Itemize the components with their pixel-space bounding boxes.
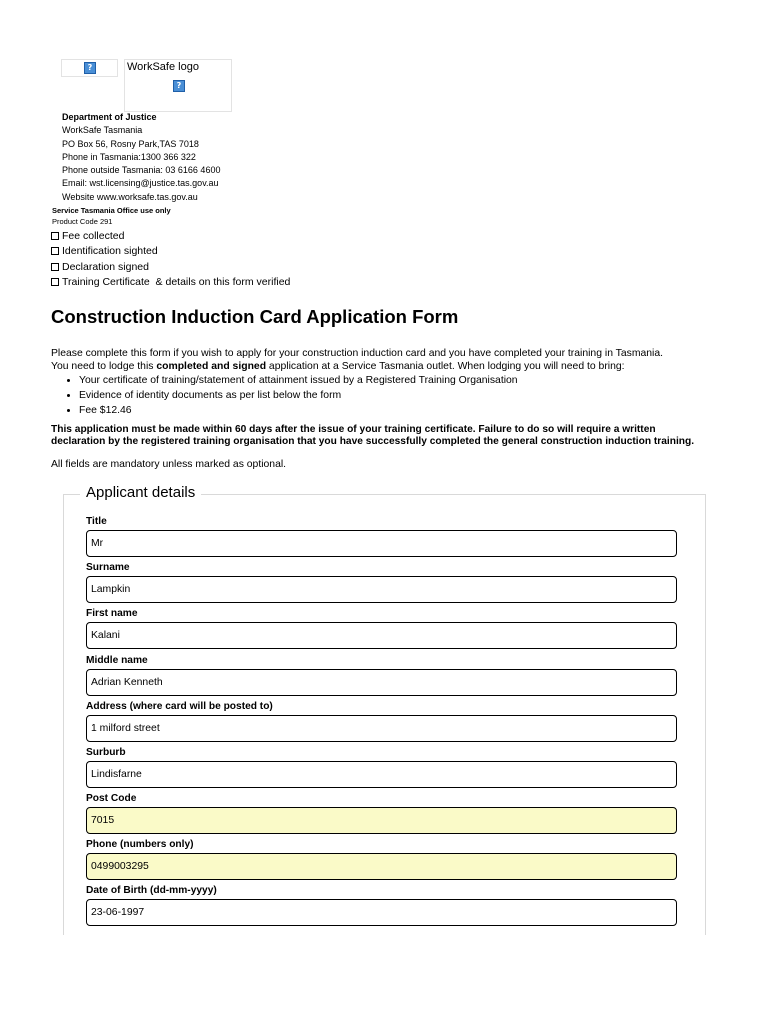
first-name-input[interactable]: Kalani <box>86 622 677 649</box>
post-code-input[interactable]: 7015 <box>86 807 677 834</box>
email-line: Email: wst.licensing@justice.tas.gov.au <box>62 178 219 189</box>
department-address-block <box>62 111 220 204</box>
intro-line <box>51 360 711 373</box>
intro-text-segment: You need to lodge this <box>51 361 157 372</box>
title-label: Title <box>86 516 107 527</box>
checkbox-icon[interactable] <box>51 232 59 240</box>
address-line: PO Box 56, Rosny Park,TAS 7018 <box>62 138 199 149</box>
check-label: Declaration signed <box>62 260 149 273</box>
phone-in-tasmania: Phone in Tasmania:1300 366 322 <box>62 151 196 162</box>
office-use-block <box>52 205 171 227</box>
middle-name-input[interactable]: Adrian Kenneth <box>86 669 677 696</box>
phone-input[interactable]: 0499003295 <box>86 853 677 880</box>
intro-text-segment: application at a Service Tasmania outlet. When lodging you will need to bring: <box>266 361 625 372</box>
office-use-checklist <box>51 228 290 290</box>
checkbox-icon[interactable] <box>51 247 59 255</box>
deadline-warning: This application must be made within 60 days after the issue of your training certificate. Failure to do so will require a written declaration by the registered training organisation that you have successfully completed the general construction induction training. <box>51 424 695 447</box>
bring-list <box>51 373 711 418</box>
intro-bold-segment: completed and signed <box>156 361 267 372</box>
check-identification-sighted[interactable] <box>51 244 290 260</box>
mandatory-note: All fields are mandatory unless marked as optional. <box>51 459 287 470</box>
check-training-certificate-verified[interactable] <box>51 275 290 291</box>
intro-text <box>51 347 711 418</box>
phone-label: Phone (numbers only) <box>86 839 194 850</box>
intro-line: Please complete this form if you wish to apply for your construction induction card and you have completed your training in Tasmania. <box>51 348 664 359</box>
logo-alt-text: WorkSafe logo <box>127 61 199 73</box>
website-line: Website www.worksafe.tas.gov.au <box>62 191 198 202</box>
broken-image-icon: ? <box>84 62 96 74</box>
worksafe-logo-placeholder <box>124 59 232 112</box>
address-input[interactable]: 1 milford street <box>86 715 677 742</box>
broken-image-icon: ? <box>173 80 185 92</box>
address-line: WorkSafe Tasmania <box>62 125 143 136</box>
post-code-label: Post Code <box>86 793 137 804</box>
title-input[interactable]: Mr <box>86 530 677 557</box>
check-label: Identification sighted <box>62 245 158 258</box>
address-label: Address (where card will be posted to) <box>86 701 273 712</box>
date-of-birth-label: Date of Birth (dd-mm-yyyy) <box>86 885 217 896</box>
middle-name-label: Middle name <box>86 655 148 666</box>
date-of-birth-input[interactable]: 23-06-1997 <box>86 899 677 926</box>
list-item: • Fee $12.46 <box>79 403 711 418</box>
suburb-input[interactable]: Lindisfarne <box>86 761 677 788</box>
check-label: Fee collected <box>62 229 125 242</box>
check-declaration-signed[interactable] <box>51 259 290 275</box>
checkbox-icon[interactable] <box>51 263 59 271</box>
page-title: Construction Induction Card Application Form <box>51 306 459 327</box>
phone-outside-tasmania: Phone outside Tasmania: 03 6166 4600 <box>62 165 221 176</box>
checkbox-icon[interactable] <box>51 278 59 286</box>
first-name-label: First name <box>86 608 138 619</box>
surname-input[interactable]: Lampkin <box>86 576 677 603</box>
check-fee-collected[interactable] <box>51 228 290 244</box>
list-item: • Your certificate of training/statement of attainment issued by a Registered Training Organisation <box>79 373 711 388</box>
office-use-title: Service Tasmania Office use only <box>52 206 171 215</box>
department-name: Department of Justice <box>62 112 157 122</box>
applicant-details-legend: Applicant details <box>80 484 201 501</box>
list-item: • Evidence of identity documents as per list below the form <box>79 388 711 403</box>
product-code: Product Code 291 <box>52 217 113 226</box>
worksafe-logo-small-placeholder <box>61 59 118 77</box>
surname-label: Surname <box>86 562 130 573</box>
check-label: Training Certificate & details on this form verified <box>62 276 291 289</box>
suburb-label: Surburb <box>86 747 126 758</box>
